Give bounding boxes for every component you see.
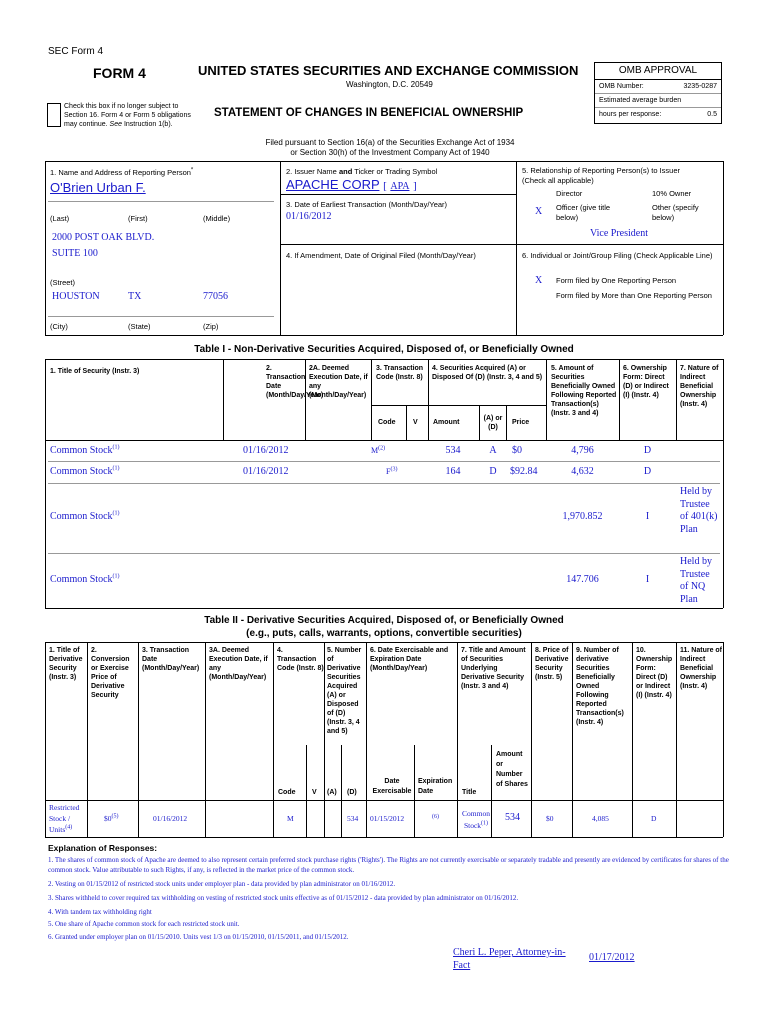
t2-row-price: $0$^{(5)}$ [104, 813, 119, 823]
footnote-4: 4. With tandem tax withholding right [48, 908, 152, 916]
t2-row-form: D [651, 814, 657, 823]
t1-row-price: $92.84 [510, 466, 538, 477]
t1-row-code: $M^{(2)}$ [371, 445, 386, 455]
hours-label: hours per response: [599, 111, 662, 118]
t1-row-owned: 147.706 [566, 574, 599, 585]
ten-percent-owner-option[interactable]: 10% Owner [652, 189, 692, 198]
t2-sub-amount: Amount or Number of Shares [496, 751, 528, 788]
t2-h4: 4. Transaction Code (Instr. 8) [277, 647, 324, 672]
earliest-transaction-label: 3. Date of Earliest Transaction (Month/Day/Year) [286, 200, 448, 209]
location: Washington, D.C. 20549 [346, 80, 433, 89]
signature-date: 01/17/2012 [589, 952, 635, 963]
t1-row-ad: D [489, 466, 497, 477]
t1-row-form: I [645, 511, 650, 522]
t1-row-price: $0 [512, 445, 522, 456]
earliest-transaction-date: 01/16/2012 [286, 211, 332, 222]
footnote-3: 3. Shares withheld to cover required tax withholding on vesting of restricted stock units effective as of 01/15/2012 - data provided by plan administrator on 01/16/2012. [48, 894, 519, 902]
filing-more-persons[interactable]: Form filed by More than One Reporting Person [556, 291, 712, 300]
footnote-1: 1. The shares of common stock of Apache are deemed to also represent certain preferred stock purchase rights ('Rights'). The Rights are not currently exercisable or separately tradable and presently are evidenced by certificates for shares of the common stock. Value attributable to such Rights, if any, is reflected in the market price of the common stock. [48, 856, 729, 874]
statement-title: STATEMENT OF CHANGES IN BENEFICIAL OWNERSHIP [214, 107, 524, 119]
city-label: (City) [50, 322, 68, 331]
zip-label: (Zip) [203, 322, 219, 331]
t1-row-owned: 1,970.852 [562, 511, 603, 522]
explanation-title: Explanation of Responses: [48, 843, 158, 853]
middle-label: (Middle) [203, 214, 231, 223]
t2-sub-expiration: Expiration Date [418, 778, 453, 795]
relationship-label: 5. Relationship of Reporting Person(s) to Issuer (Check all applicable) [522, 166, 680, 185]
omb-number: 3235-0287 [683, 83, 717, 90]
t1-sub-code: Code [378, 419, 396, 426]
filing-check-mark: X [535, 275, 543, 286]
t1-row-form: D [643, 466, 652, 477]
t1-sub-price: Price [512, 419, 530, 426]
table2-title: Table II - Derivative Securities Acquired, Disposed of, or Beneficially Owned (e.g., puts, calls, warrants, options, convertible securities) [204, 615, 564, 639]
t1-row-title: Common Stock$^{(1)}$ [50, 573, 120, 585]
t2-h8: 8. Price of Derivative Security (Instr. 5) [535, 647, 569, 681]
table1-title: Table I - Non-Derivative Securities Acquired, Disposed of, or Beneficially Owned [194, 344, 574, 355]
footnote-6: 6. Granted under employer plan on 01/15/2010. Units vest 1/3 on 01/15/2010, 01/15/2011, and 01/15/2012. [48, 933, 349, 941]
other-option[interactable]: Other (specify below) [652, 203, 699, 222]
state-value: TX [128, 291, 142, 302]
commission-title: UNITED STATES SECURITIES AND EXCHANGE COMMISSION [198, 63, 579, 78]
t2-h5: 5. Number of Derivative Securities Acquired (A) or Disposed of (D) (Instr. 3, 4 and 5) [327, 647, 362, 735]
burden-label: Estimated average burden [599, 97, 682, 104]
hours-value: 0.5 [707, 111, 717, 118]
footnote-5: 5. One share of Apache common stock for each restricted stock unit. [48, 920, 240, 928]
t1-row-owned: 4,632 [571, 466, 594, 477]
t2-row-exercisable: 01/15/2012 [370, 814, 405, 823]
reporting-person-label: 1. Name and Address of Reporting Person* [50, 167, 194, 177]
t1-row-title: Common Stock$^{(1)}$ [50, 465, 120, 477]
filing-one-person[interactable]: Form filed by One Reporting Person [556, 276, 677, 285]
omb-title: OMB APPROVAL [595, 63, 721, 80]
t2-sub-a: (A) [327, 789, 337, 796]
t2-row-title: Restricted Stock / Units$^{(4)}$ [49, 803, 80, 834]
t2-h10: 10. Ownership Form: Direct (D) or Indirect (I) (Instr. 4) [636, 647, 673, 699]
t1-row-date: 01/16/2012 [243, 445, 289, 456]
zip-value: 77056 [203, 291, 228, 302]
t1-row-nature: Held by Trustee of 401(k) Plan [680, 486, 718, 535]
first-label: (First) [128, 214, 148, 223]
t1-sub-amount: Amount [433, 419, 460, 426]
t1-row-owned: 4,796 [571, 445, 594, 456]
t2-h11: 11. Nature of Indirect Beneficial Ownership (Instr. 4) [680, 647, 723, 690]
t2-row-d: 534 [347, 814, 359, 823]
t1-h-title: 1. Title of Security (Instr. 3) [50, 368, 140, 375]
t1-row-ad: A [489, 445, 497, 456]
street-label: (Street) [50, 278, 76, 287]
t2-row-code: M [287, 814, 294, 823]
director-option[interactable]: Director [556, 189, 583, 198]
t2-h3: 3. Transaction Date (Month/Day/Year) [142, 647, 200, 672]
t1-row-title: Common Stock$^{(1)}$ [50, 444, 120, 456]
t1-row-nature: Held by Trustee of NQ Plan [680, 556, 712, 605]
t2-sub-date-exercisable: Date Exercisable [372, 778, 412, 795]
last-label: (Last) [50, 214, 70, 223]
filing-label: 6. Individual or Joint/Group Filing (Check Applicable Line) [522, 251, 713, 260]
form-title: FORM 4 [93, 65, 146, 81]
t2-row-owned: 4,085 [592, 814, 609, 823]
t2-sub-code: Code [278, 789, 296, 796]
omb-approval-box [594, 62, 722, 124]
no-longer-subject-checkbox[interactable] [47, 103, 61, 127]
t2-h1: 1. Title of Derivative Security (Instr. 3) [49, 647, 83, 681]
amendment-label: 4. If Amendment, Date of Original Filed (Month/Day/Year) [286, 251, 476, 260]
sec-form-label: SEC Form 4 [48, 46, 104, 57]
t2-h7: 7. Title and Amount of Securities Underlying Derivative Security (Instr. 3 and 4) [461, 647, 526, 690]
issuer-label: 2. Issuer Name and Ticker or Trading Symbol [286, 167, 438, 176]
t2-row-underlying-amount: 534 [505, 812, 520, 823]
issuer-name[interactable]: APACHE CORP [ APA ] [286, 177, 417, 192]
t1-row-form: D [643, 445, 652, 456]
t1-h-owned: 5. Amount of Securities Beneficially Owned Following Reported Transaction(s) (Instr. 3 and 4) [551, 365, 617, 417]
t2-h6: 6. Date Exercisable and Expiration Date (Month/Day/Year) [370, 647, 449, 672]
city-value: HOUSTON [52, 291, 100, 302]
street-line-1: 2000 POST OAK BLVD. [52, 232, 155, 243]
t2-row-deriv-price: $0 [546, 814, 554, 823]
officer-title: Vice President [590, 228, 648, 239]
t1-row-amount: 534 [445, 445, 461, 456]
t1-sub-ad: (A) or (D) [483, 415, 503, 431]
t2-h2: 2. Conversion or Exercise Price of Derivative Security [91, 647, 130, 699]
reporting-person-name[interactable]: O'Brien Urban F. [50, 180, 146, 195]
t1-h-code: 3. Transaction Code (Instr. 8) [376, 365, 424, 381]
t1-sub-v: V [413, 419, 418, 426]
footnote-2: 2. Vesting on 01/15/2012 of restricted stock units under employer plan - data provided by plan administrator on 01/16/2012. [48, 880, 396, 888]
t1-h-nature: 7. Nature of Indirect Beneficial Ownership (Instr. 4) [680, 365, 719, 408]
t1-h-date: 2. Transaction Date (Month/Day/Year) [266, 365, 324, 399]
t1-h-acquired: 4. Securities Acquired (A) or Disposed Of (D) (Instr. 3, 4 and 5) [432, 365, 543, 381]
t1-h-deemed: 2A. Deemed Execution Date, if any (Month/Day/Year) [309, 365, 368, 399]
t2-row-expiration: (6) [432, 814, 439, 820]
signature-name: Cheri L. Peper, Attorney-in-Fact [453, 947, 566, 971]
street-line-2: SUITE 100 [52, 248, 98, 259]
t1-h-form: 6. Ownership Form: Direct (D) or Indirect (I) (Instr. 4) [623, 365, 669, 399]
t2-row-date: 01/16/2012 [153, 814, 188, 823]
t2-sub-title: Title [462, 789, 477, 796]
omb-number-label: OMB Number: [599, 83, 644, 90]
t1-row-title: Common Stock$^{(1)}$ [50, 510, 120, 522]
t1-row-amount: 164 [445, 466, 461, 477]
filed-pursuant: Filed pursuant to Section 16(a) of the Securities Exchange Act of 1934 or Section 30(h) of the Investment Company Act of 1940 [265, 138, 515, 157]
t1-row-code: $F^{(3)}$ [386, 466, 398, 476]
officer-check-mark: X [535, 206, 543, 217]
check-box-text: Check this box if no longer subject to Section 16. Form 4 or Form 5 obligations may continue. See Instruction 1(b). [64, 103, 191, 128]
t2-h3a: 3A. Deemed Execution Date, if any (Month/Day/Year) [209, 647, 268, 681]
state-label: (State) [128, 322, 151, 331]
officer-option[interactable]: Officer (give title below) [556, 203, 611, 222]
t2-sub-d: (D) [347, 789, 357, 796]
t2-sub-v: V [312, 789, 317, 796]
t2-h9: 9. Number of derivative Securities Beneficially Owned Following Reported Transaction(s) (Instr. 4) [576, 647, 624, 726]
t1-row-form: I [645, 574, 650, 585]
t2-row-underlying-title: Common Stock$^{(1)}$ [462, 809, 490, 830]
t1-row-date: 01/16/2012 [243, 466, 289, 477]
